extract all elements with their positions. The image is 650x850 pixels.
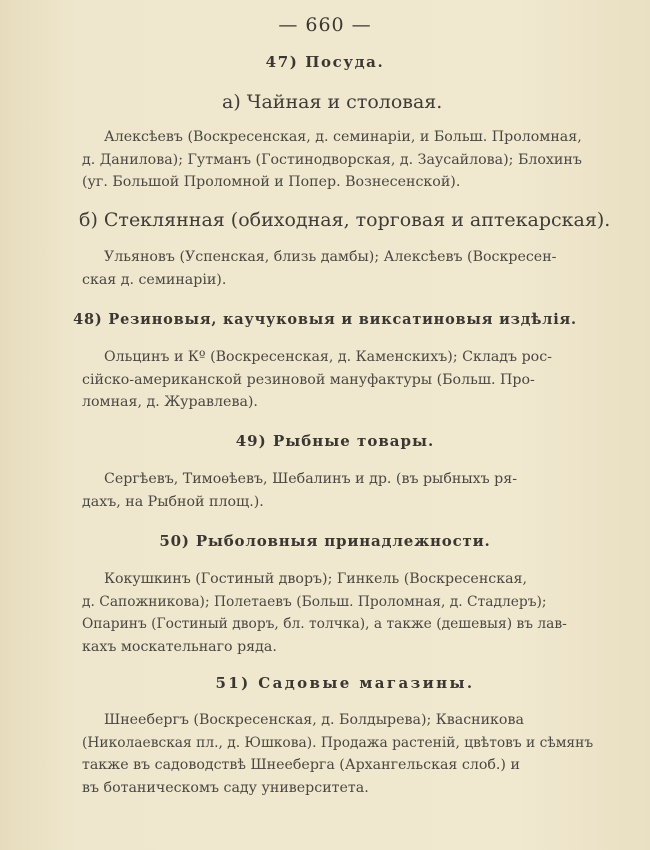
paragraph-gardens bbox=[82, 709, 624, 796]
text-line: (уг. Большой Проломной и Попер. Вознесенской). bbox=[82, 174, 461, 190]
text-line: Опаринъ (Гостиный дворъ, бл. толчка), а также (дешевыя) въ лав- bbox=[82, 616, 567, 632]
page-number: — 660 — bbox=[278, 14, 372, 36]
text-line: въ ботаническомъ саду университета. bbox=[82, 779, 369, 796]
paragraph-fish bbox=[82, 468, 624, 510]
text-line: дахъ, на Рыбной площ.). bbox=[82, 493, 264, 510]
subsection-heading-a: а) Чайная и столовая. bbox=[222, 91, 443, 113]
paragraph-glassware bbox=[82, 246, 624, 288]
section-heading-47: 47) Посуда. bbox=[265, 53, 385, 71]
text-line: Ульяновъ (Успенская, близь дамбы); Алексѣевъ (Воскресен- bbox=[104, 249, 557, 265]
text-line: Ольцинъ и Кº (Воскресенская, д. Каменскихъ); Складъ рос- bbox=[104, 349, 552, 365]
text-line: ломная, д. Журавлева). bbox=[82, 394, 258, 410]
text-line: Кокушкинъ (Гостиный дворъ); Гинкель (Воскресенская, bbox=[104, 571, 528, 587]
text-line: д. Данилова); Гутманъ (Гостинодворская, д. Заусайлова); Блохинъ bbox=[82, 151, 582, 168]
text-line: д. Сапожникова); Полетаевъ (Больш. Проломная, д. Стадлеръ); bbox=[82, 593, 547, 610]
paragraph-fishing bbox=[82, 568, 624, 655]
section-heading-49: 49) Рыбные товары. bbox=[235, 432, 435, 450]
text-line: Сергѣевъ, Тимоѳѣевъ, Шебалинъ и др. (въ рыбныхъ ря- bbox=[104, 471, 518, 487]
subsection-heading-b: б) Стеклянная (обиходная, торговая и аптекарская). bbox=[79, 209, 611, 231]
text-line: Шнеебергъ (Воскресенская, д. Болдырева); Квасникова bbox=[104, 712, 524, 728]
text-line: (Николаевская пл., д. Юшкова). Продажа растеній, цвѣтовъ и сѣмянъ bbox=[82, 734, 594, 751]
text-line: также въ садоводствѣ Шнееберга (Архангельская слоб.) и bbox=[82, 757, 520, 773]
paragraph-tableware bbox=[82, 126, 624, 190]
text-line: Алексѣевъ (Воскресенская, д. семинаріи, и Больш. Проломная, bbox=[104, 129, 582, 145]
text-line: кахъ москательнаго ряда. bbox=[82, 638, 277, 655]
text-line: ская д. семинаріи). bbox=[82, 271, 227, 288]
section-heading-51: 51) Садовые магазины. bbox=[215, 674, 475, 692]
paragraph-rubber bbox=[82, 346, 624, 410]
section-heading-48: 48) Резиновыя, каучуковыя и виксатиновыя издѣлія. bbox=[73, 311, 577, 328]
section-heading-50: 50) Рыболовныя принадлежности. bbox=[159, 532, 491, 550]
text-line: сійско-американской резиновой мануфактуры (Больш. Про- bbox=[82, 371, 535, 388]
